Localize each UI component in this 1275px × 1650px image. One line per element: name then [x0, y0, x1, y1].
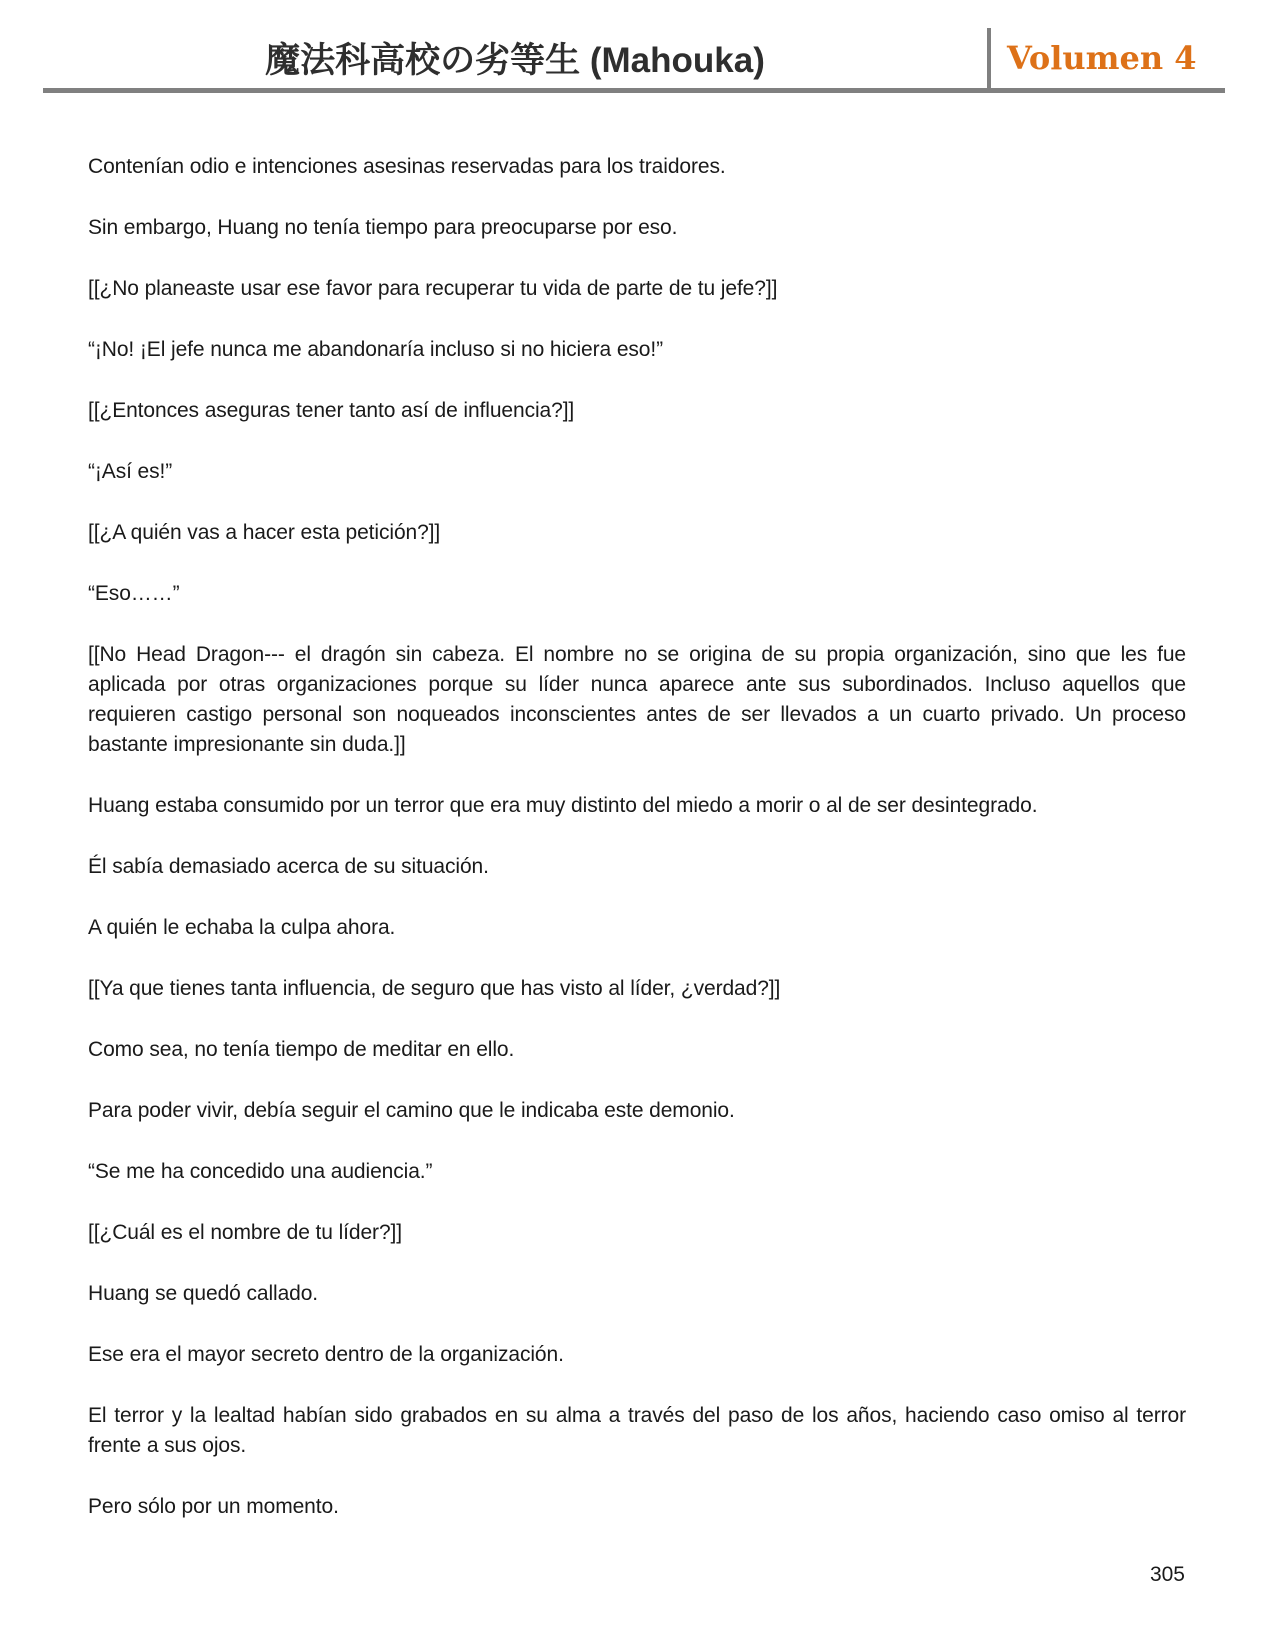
page-body — [88, 152, 1186, 1553]
paragraph: Pero sólo por un momento. — [88, 1495, 339, 1518]
paragraph: [[No Head Dragon--- el dragón sin cabeza. El nombre no se origina de su propia organización, sino que les fue aplicada por otras organizaciones porque su líder nunca aparece ante sus subordinados. Incluso aquellos que requieren castigo personal son noqueados inconscientes antes de ser llevados a un cuarto privado. Un proceso bastante impresionante sin duda.]] — [88, 643, 1186, 756]
header-volume-cell — [991, 28, 1225, 88]
paragraph: El terror y la lealtad habían sido grabados en su alma a través del paso de los años, haciendo caso omiso al terror frente a sus ojos. — [88, 1404, 1186, 1457]
paragraph: Ese era el mayor secreto dentro de la organización. — [88, 1343, 564, 1366]
paragraph: [[Ya que tienes tanta influencia, de seguro que has visto al líder, ¿verdad?]] — [88, 977, 781, 1000]
paragraph: Huang estaba consumido por un terror que era muy distinto del miedo a morir o al de ser desintegrado. — [88, 794, 1038, 817]
volume-label: Volumen 4 — [1007, 39, 1197, 77]
paragraph: [[¿Entonces aseguras tener tanto así de influencia?]] — [88, 399, 575, 422]
page-header — [43, 28, 1225, 93]
page-number: 305 — [1149, 1563, 1185, 1586]
paragraph: [[¿Cuál es el nombre de tu líder?]] — [88, 1221, 402, 1244]
paragraph: “¡No! ¡El jefe nunca me abandonaría incluso si no hiciera eso!” — [88, 338, 664, 361]
document-title: 魔法科高校の劣等生 (Mahouka) — [265, 41, 765, 80]
paragraph: Él sabía demasiado acerca de su situación. — [88, 855, 489, 878]
paragraph: Huang se quedó callado. — [88, 1282, 319, 1305]
paragraph: “¡Así es!” — [88, 460, 173, 483]
paragraph: A quién le echaba la culpa ahora. — [88, 916, 396, 939]
paragraph: Para poder vivir, debía seguir el camino que le indicaba este demonio. — [88, 1099, 735, 1122]
paragraph: “Eso……” — [88, 582, 180, 605]
paragraph: Como sea, no tenía tiempo de meditar en ello. — [88, 1038, 515, 1061]
paragraph: Sin embargo, Huang no tenía tiempo para preocuparse por eso. — [88, 216, 678, 239]
paragraph: Contenían odio e intenciones asesinas reservadas para los traidores. — [88, 155, 726, 178]
paragraph: [[¿No planeaste usar ese favor para recuperar tu vida de parte de tu jefe?]] — [88, 277, 778, 300]
paragraph: [[¿A quién vas a hacer esta petición?]] — [88, 521, 441, 544]
paragraph: “Se me ha concedido una audiencia.” — [88, 1160, 433, 1183]
header-title-cell — [43, 28, 987, 88]
